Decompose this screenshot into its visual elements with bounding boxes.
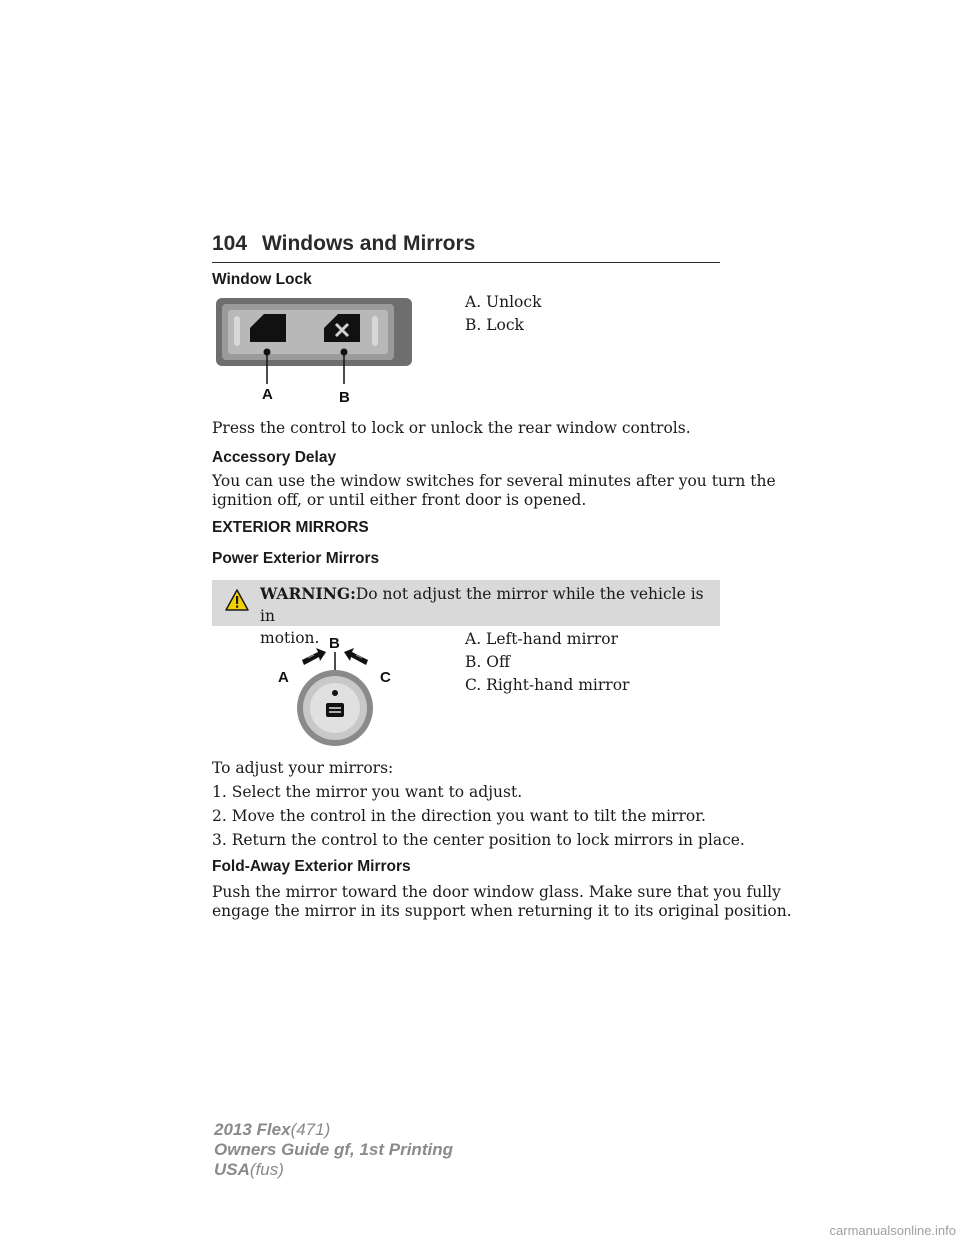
legend-left-hand-mirror: A. Left-hand mirror: [465, 630, 618, 648]
power-exterior-mirrors-heading: Power Exterior Mirrors: [212, 550, 380, 567]
window-lock-body: Press the control to lock or unlock the rear window controls.: [212, 419, 691, 437]
callout-left-a: A: [278, 669, 289, 686]
footer-market: USA: [214, 1160, 250, 1179]
callout-off-b: B: [329, 635, 340, 652]
legend-lock: B. Lock: [465, 316, 524, 334]
switch-ridge-right: [372, 316, 378, 346]
steps-intro: To adjust your mirrors:: [212, 759, 394, 777]
right-arrow-icon: [344, 648, 368, 665]
knob-indicator-dot: [332, 690, 338, 696]
footer-line-2: Owners Guide gf, 1st Printing: [214, 1140, 453, 1159]
exterior-mirrors-heading: EXTERIOR MIRRORS: [212, 519, 369, 536]
warning-line-2: motion.: [260, 629, 320, 647]
footer-code: (471): [290, 1120, 331, 1139]
window-lock-switch-diagram: [212, 296, 414, 408]
accessory-delay-heading: Accessory Delay: [212, 449, 337, 466]
watermark: carmanualsonline.info: [829, 1223, 956, 1238]
callout-a: A: [262, 386, 273, 403]
step-2: 2. Move the control in the direction you want to tilt the mirror.: [212, 807, 706, 825]
mirror-icon: [326, 703, 344, 717]
left-arrow-icon: [302, 648, 326, 665]
warning-label: WARNING:: [260, 584, 356, 603]
callout-right-c: C: [380, 669, 391, 686]
mirror-control-diagram: [270, 630, 400, 750]
footer-line-1: [214, 1120, 330, 1140]
legend-right-hand-mirror: C. Right-hand mirror: [465, 676, 630, 694]
switch-ridge-left: [234, 316, 240, 346]
window-lock-heading: Window Lock: [212, 271, 312, 288]
legend-unlock: A. Unlock: [465, 293, 542, 311]
callout-b: B: [339, 389, 350, 406]
page-number: 104: [212, 232, 248, 255]
step-1: 1. Select the mirror you want to adjust.: [212, 783, 523, 801]
fold-away-line-2: engage the mirror in its support when returning it to its original position.: [212, 902, 792, 920]
accessory-delay-line-1: You can use the window switches for several minutes after you turn the: [212, 472, 776, 490]
fold-away-heading: Fold-Away Exterior Mirrors: [212, 858, 411, 875]
warning-triangle-icon: [224, 588, 250, 612]
fold-away-line-1: Push the mirror toward the door window glass. Make sure that you fully: [212, 883, 781, 901]
footer-line-3: [214, 1160, 284, 1180]
page-header: [212, 232, 720, 263]
footer-model: 2013 Flex: [214, 1120, 291, 1139]
section-title: Windows and Mirrors: [262, 232, 476, 255]
step-3: 3. Return the control to the center position to lock mirrors in place.: [212, 831, 745, 849]
legend-off: B. Off: [465, 653, 510, 671]
footer-market-code: (fus): [249, 1160, 284, 1179]
warning-line-1: Do not adjust the mirror while the vehicle is in: [260, 585, 704, 625]
accessory-delay-line-2: ignition off, or until either front door is opened.: [212, 491, 587, 509]
